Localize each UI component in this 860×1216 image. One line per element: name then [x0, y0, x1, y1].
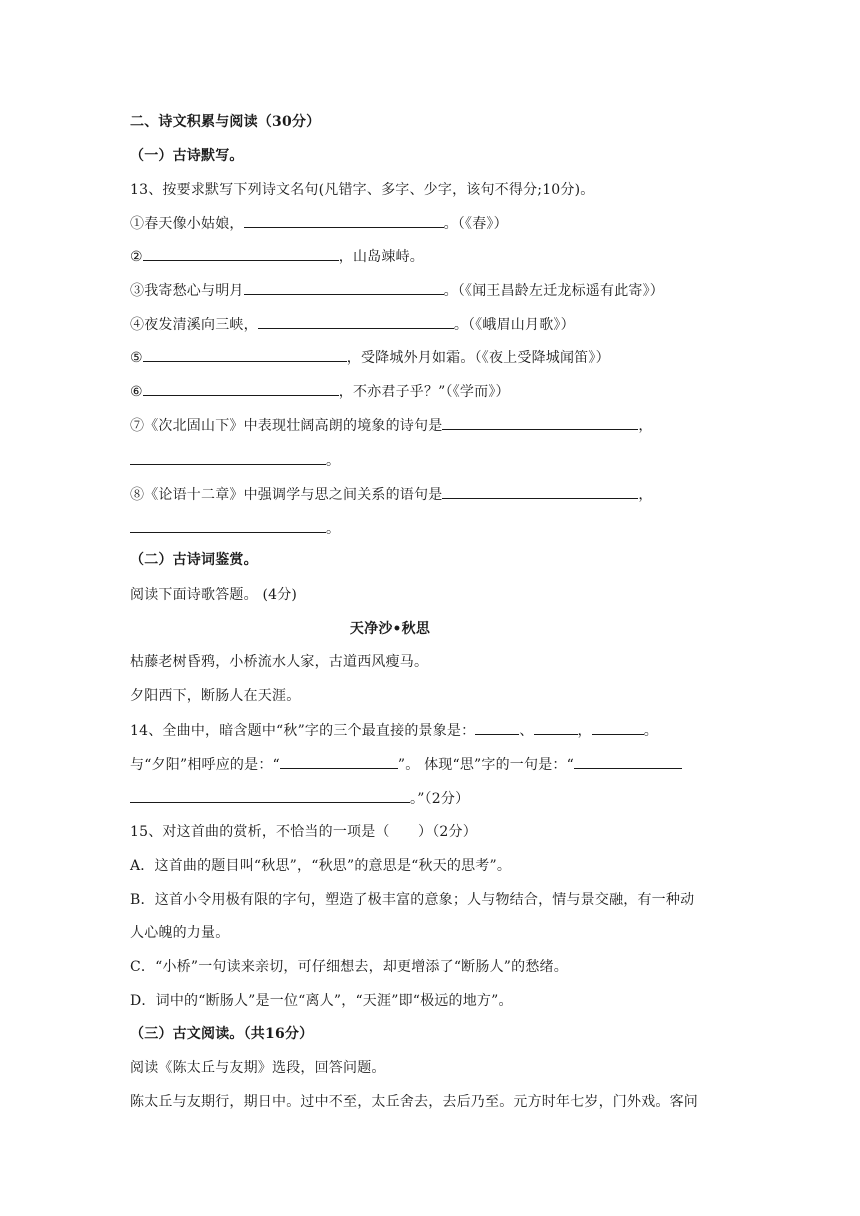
q13-item-7 [130, 415, 653, 436]
item-text: ③我寄愁心与明月 [130, 283, 244, 299]
poem-line-1: 枯藤老树昏鸦，小桥流水人家，古道西风瘦马。 [130, 654, 429, 670]
q14-line-3 [130, 788, 469, 809]
answer-blank[interactable] [442, 484, 638, 499]
answer-blank[interactable] [130, 450, 326, 465]
item-text: 。（《峨眉山月歌》） [453, 317, 575, 333]
item-text: 。（《春》） [443, 216, 508, 232]
part2-heading: （二）古诗词鉴赏。 [130, 552, 258, 568]
q15-option-d[interactable]: D．词中的“断肠人”是一位“离人”，“天涯”即“极远的地方”。 [130, 993, 513, 1009]
item-text: ② [130, 249, 143, 265]
answer-blank[interactable] [143, 381, 339, 396]
q13-item-2 [130, 246, 424, 267]
answer-blank[interactable] [592, 720, 644, 735]
item-text: ⑥ [130, 384, 143, 400]
q14-line-1 [130, 720, 658, 741]
poem-intro: 阅读下面诗歌答题。 (4分) [130, 587, 298, 603]
answer-blank[interactable] [475, 720, 519, 735]
poem-line-2: 夕阳西下，断肠人在天涯。 [130, 688, 301, 704]
q13-item-5 [130, 347, 610, 368]
q14-text: 。”（2分） [410, 791, 470, 807]
q13-item-3 [130, 280, 664, 301]
answer-blank[interactable] [258, 314, 454, 329]
part3-heading: （三）古文阅读。（共16分） [130, 1026, 314, 1042]
answer-blank[interactable] [574, 754, 682, 769]
q15-prompt: 15、对这首曲的赏析，不恰当的一项是（ ）（2分） [130, 824, 477, 840]
q14-text: ”。 体现“思”字的一句是：“ [397, 757, 574, 773]
q13-item-8 [130, 484, 653, 505]
q13-item-7-cont [130, 450, 340, 471]
q14-text: ， [577, 723, 592, 739]
item-text: ⑧《论语十二章》中强调学与思之间关系的语句是 [130, 487, 443, 503]
answer-blank[interactable] [130, 788, 410, 803]
answer-blank[interactable] [534, 720, 578, 735]
item-text: 。 [326, 453, 341, 469]
q14-text: 14、全曲中，暗含题中“秋”字的三个最直接的景象是： [130, 723, 476, 739]
q14-text: 、 [519, 723, 534, 739]
reading-text: 陈太丘与友期行，期日中。过中不至，太丘舍去，去后乃至。元方时年七岁，门外戏。客问 [130, 1094, 698, 1110]
item-text: ⑤ [130, 350, 143, 366]
answer-blank[interactable] [280, 754, 398, 769]
poem-title [0, 619, 780, 639]
item-text: 。（《闻王昌龄左迁龙标遥有此寄》） [443, 283, 665, 299]
q14-text: 。 [643, 723, 658, 739]
q14-line-2 [130, 754, 682, 775]
answer-blank[interactable] [143, 347, 347, 362]
reading-intro: 阅读《陈太丘与友期》选段，回答问题。 [130, 1060, 386, 1076]
item-text: ④夜发清溪向三峡， [130, 317, 258, 333]
q14-text: 与“夕阳”相呼应的是：“ [130, 757, 280, 773]
q15-option-b[interactable]: B．这首小令用极有限的字句，塑造了极丰富的意象；人与物结合，情与景交融，有一种动 [130, 892, 695, 908]
item-text: ⑦《次北固山下》中表现壮阔高朗的境象的诗句是 [130, 418, 443, 434]
q13-item-4 [130, 314, 575, 335]
answer-blank[interactable] [442, 415, 638, 430]
answer-blank[interactable] [244, 213, 444, 228]
item-text: ，不亦君子乎？”（《学而》） [338, 384, 510, 400]
q13-item-6 [130, 381, 510, 402]
item-text: 。 [326, 521, 341, 537]
item-text: ，山岛竦峙。 [338, 249, 424, 265]
answer-blank[interactable] [130, 518, 326, 533]
q15-option-c[interactable]: C．“小桥”一句读来亲切，可仔细想去，却更增添了“断肠人”的愁绪。 [130, 959, 568, 975]
q13-item-8-cont [130, 518, 340, 539]
answer-blank[interactable] [244, 280, 444, 295]
item-text: ①春天像小姑娘， [130, 216, 244, 232]
item-text: ， [638, 487, 653, 503]
item-text: ， [638, 418, 653, 434]
part1-heading: （一）古诗默写。 [130, 148, 244, 164]
q13-item-1 [130, 213, 508, 234]
poem-title-text: 天净沙•秋思 [349, 621, 431, 637]
q15-option-a[interactable]: A．这首曲的题目叫“秋思”，“秋思”的意思是“秋天的思考”。 [130, 858, 512, 874]
answer-blank[interactable] [143, 246, 339, 261]
q13-prompt: 13、按要求默写下列诗文名句(凡错字、多字、少字，该句不得分;10分)。 [130, 182, 595, 198]
q15-option-b-cont: 人心魄的力量。 [130, 925, 230, 941]
item-text: ，受降城外月如霜。（《夜上受降城闻笛》） [346, 350, 610, 366]
section-heading: 二、诗文积累与阅读（30分） [130, 114, 321, 130]
